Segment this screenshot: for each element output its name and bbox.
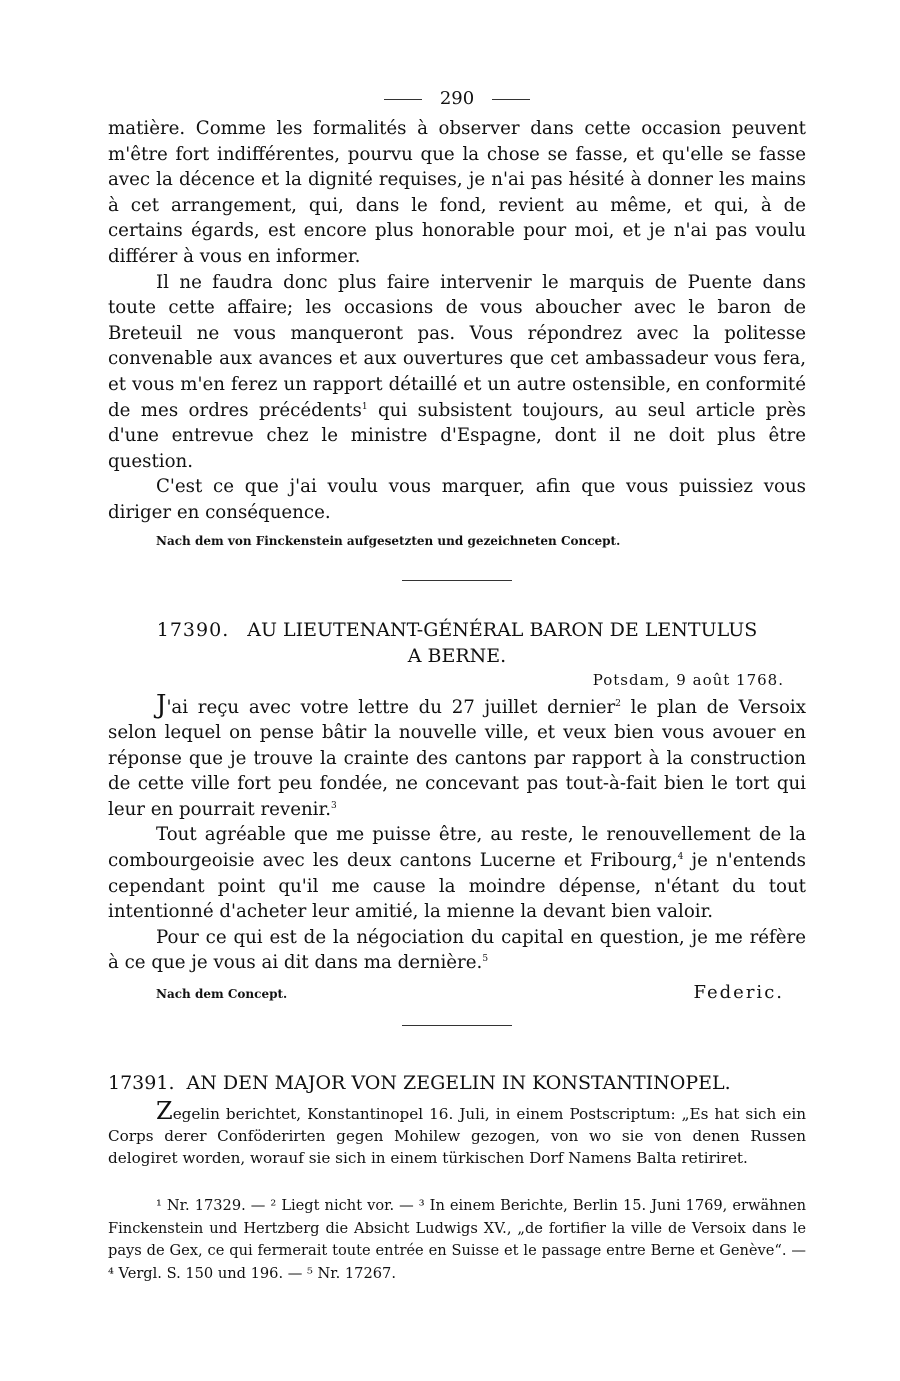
paragraph-text: le plan de Versoix selon lequel on pense bâtir la nouvelle ville, et veux bien vous avouer en réponse que je trouve la crainte des cantons par rapport à la construction de cette ville fort peu fondée, ne concevant pas tout-à-fait bien le tort qui leur en pourrait revenir. (108, 696, 806, 820)
footnote-ref: 5 (482, 954, 489, 965)
footnote-ref: 1 (361, 401, 368, 412)
page (108, 86, 806, 1285)
paragraph (108, 822, 806, 924)
dateline: Potsdam, 9 août 1768. (592, 670, 784, 689)
letter-previous-continuation (108, 116, 806, 550)
paragraph (108, 689, 806, 823)
source-signature-row (108, 982, 806, 1003)
section-divider (402, 1025, 512, 1026)
letter-number: 17390. (156, 618, 230, 641)
header-rule-right (492, 99, 530, 100)
drop-cap: J (156, 689, 167, 720)
footnote-ref: 4 (677, 852, 684, 863)
section-divider (402, 580, 512, 581)
paragraph: matière. Comme les formalités à observer dans cette occasion peuvent m'être fort indifférentes, pourvu que la chose se fasse, et qu'elle se fasse avec la décence et la dignité requises, je n'ai pas hésité à donner les mains à cet arrangement, qui, dans le fond, revient au même, et qui, à de certains égards, est encore plus honorable pour moi, et je n'ai pas voulu différer à vous en informer. (108, 118, 806, 267)
signature: Federic. (693, 982, 784, 1004)
letter-heading (108, 617, 806, 669)
footnote-ref: 3 (330, 800, 337, 811)
paragraph-text: 'ai reçu avec votre lettre du 27 juillet dernier (166, 696, 616, 718)
page-number: 290 (439, 88, 475, 109)
paragraph-text: Pour ce qui est de la négociation du capital en question, je me réfère à ce que je vous ai dit dans ma dernière. (108, 926, 806, 974)
page-header (108, 86, 806, 112)
letter-title-line2: A BERNE. (407, 644, 507, 667)
source-note: Nach dem Concept. (156, 987, 288, 1002)
source-note: Nach dem von Finckenstein aufgesetzten und gezeichneten Concept. (156, 533, 621, 548)
paragraph-text: Il ne faudra donc plus faire intervenir le marquis de Puente dans toute cette affaire; les occasions de vous aboucher avec le baron de Breteuil ne vous manqueront pas. Vous répondrez avec la politesse convenable aux avances et aux ouvertures que cet ambassadeur vous fera, et vous m'en ferez un rapport détaillé et un autre ostensible, en conformité de mes ordres précédents (108, 271, 806, 421)
paragraph: C'est ce que j'ai voulu vous marquer, afin que vous puissiez vous diriger en conséquence. (108, 476, 806, 523)
paragraph-text: Tout agréable que me puisse être, au reste, le renouvellement de la combourgeoisie avec les deux cantons Lucerne et Fribourg, (108, 824, 806, 872)
summary-text: egelin berichtet, Konstantinopel 16. Juli, in einem Postscriptum: „Es hat sich ein Corps derer Conföderirten gegen Mohilew gezogen, von wo sie von denen Russen delogiret worden, worauf sie sich in einem türkischen Dorf Namens Balta retiriret. (108, 1105, 806, 1168)
letter-title: AU LIEUTENANT-GÉNÉRAL BARON DE LENTULUS (247, 618, 758, 641)
letter-title: AN DEN MAJOR VON ZEGELIN IN KONSTANTINOPEL. (186, 1072, 731, 1095)
paragraph-text: qui subsistent toujours, au seul article près d'une entrevue chez le ministre d'Espagne, dont il ne doit plus être question. (108, 399, 806, 472)
footnotes: ¹ Nr. 17329. — ² Liegt nicht vor. — ³ In einem Berichte, Berlin 15. Juni 1769, erwähnen Finckenstein und Hertzberg die Absicht Ludwigs XV., „de fortifier la ville de Versoix dans le pays de Gex, ce qui fermerait toute entrée en Suisse et le passage entre Berne et Genève“. — ⁴ Vergl. S. 150 und 196. — ⁵ Nr. 17267. (108, 1197, 806, 1282)
letter-17391 (108, 1070, 806, 1169)
letter-17390 (108, 617, 806, 1004)
drop-cap: Z (156, 1097, 173, 1126)
letter-number: 17391. (108, 1072, 175, 1095)
footnote-ref: 2 (615, 698, 621, 709)
letter-summary (108, 1097, 806, 1169)
paragraph (108, 270, 806, 475)
letter-heading (108, 1070, 806, 1096)
paragraph (108, 925, 806, 976)
paragraph-text: je n'entends cependant point qu'il me cause la moindre dépense, n'étant du tout intentionné d'acheter leur amitié, la mienne la devant bien valoir. (108, 850, 806, 923)
header-rule-left (384, 99, 422, 100)
